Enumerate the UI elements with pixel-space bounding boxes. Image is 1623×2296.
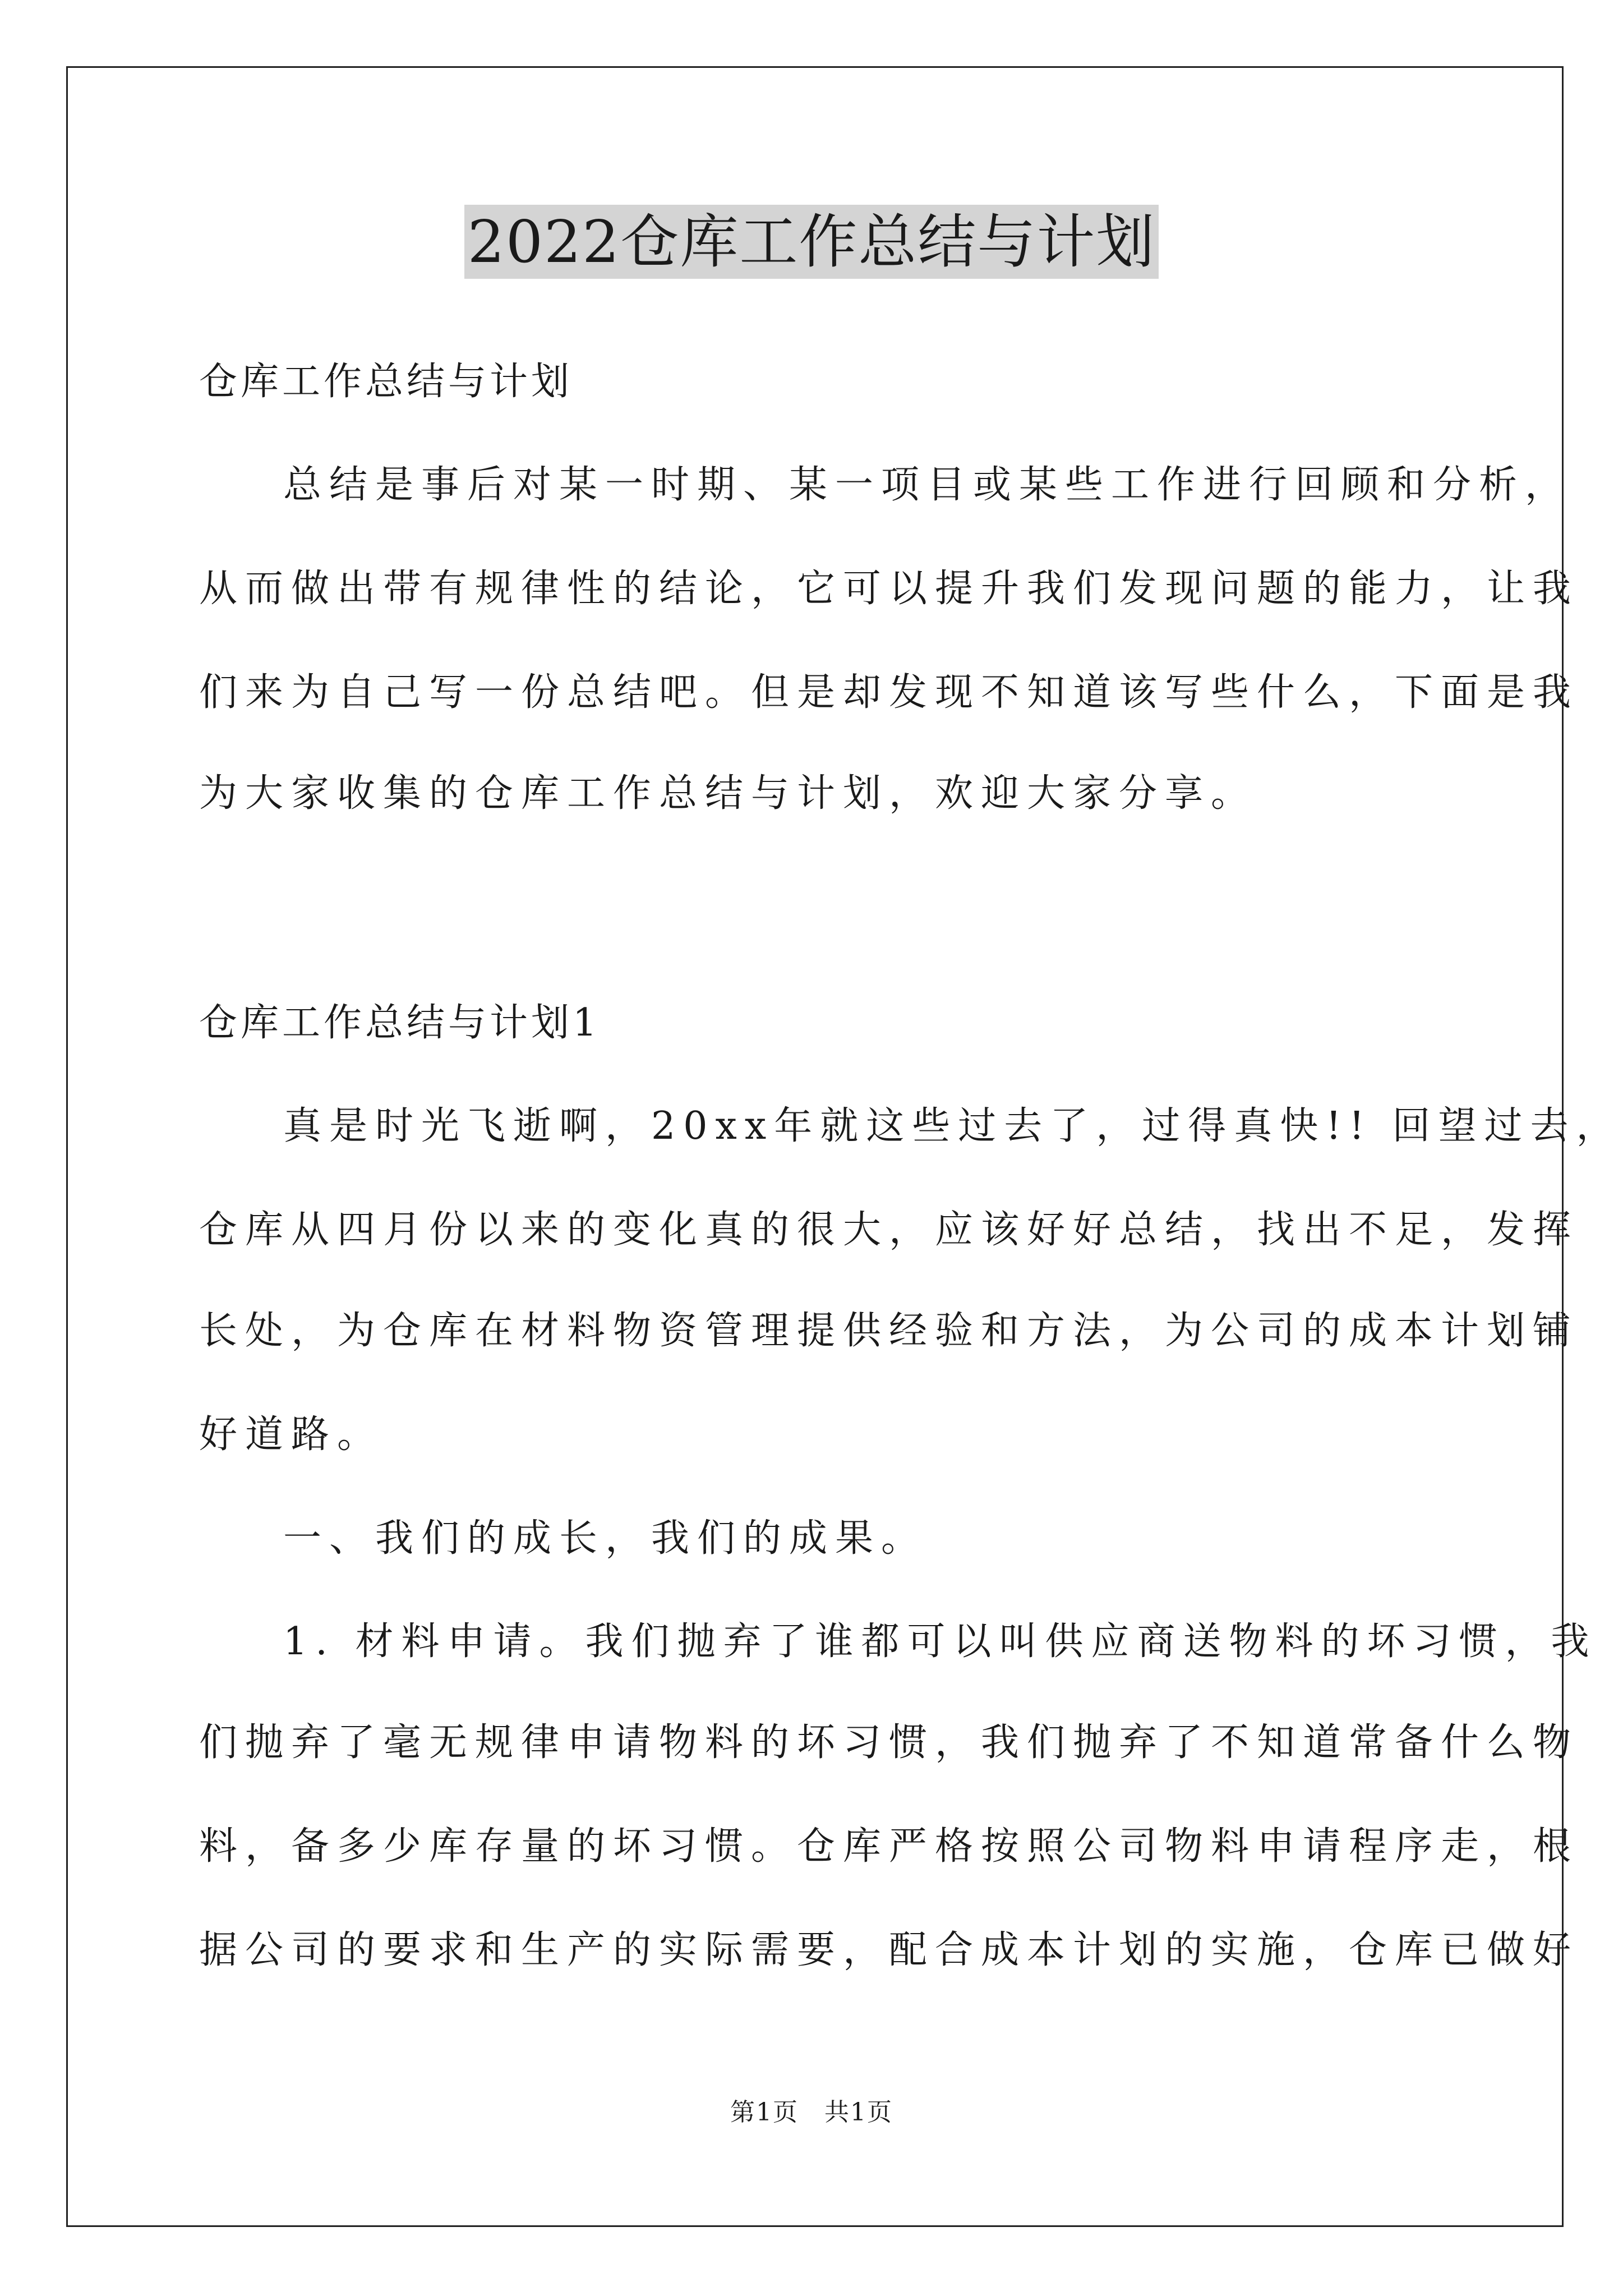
- paragraph-line: 从而做出带有规律性的结论，它可以提升我们发现问题的能力，让我: [199, 567, 1579, 611]
- section-heading: 仓库工作总结与计划: [199, 360, 573, 404]
- paragraph-line: 们抛弃了毫无规律申请物料的坏习惯，我们抛弃了不知道常备什么物: [199, 1720, 1579, 1765]
- paragraph-line: 仓库从四月份以来的变化真的很大，应该好好总结，找出不足，发挥: [199, 1208, 1579, 1252]
- paragraph-line: 料，备多少库存量的坏习惯。仓库严格按照公司物料申请程序走，根: [199, 1824, 1579, 1869]
- title-container: [0, 205, 1623, 279]
- paragraph-line: 1. 材料申请。我们抛弃了谁都可以叫供应商送物料的坏习惯，我: [283, 1619, 1597, 1664]
- paragraph-line: 一、我们的成长，我们的成果。: [283, 1516, 928, 1561]
- page-number-footer: 第1页 共1页: [730, 2098, 893, 2127]
- document-title: 2022仓库工作总结与计划: [464, 205, 1159, 279]
- paragraph-line: 为大家收集的仓库工作总结与计划，欢迎大家分享。: [199, 771, 1257, 816]
- paragraph-line: 长处，为仓库在材料物资管理提供经验和方法，为公司的成本计划铺: [199, 1309, 1579, 1353]
- section-heading: 仓库工作总结与计划1: [199, 1001, 601, 1045]
- paragraph-line: 真是时光飞逝啊，20xx年就这些过去了，过得真快!! 回望过去，: [283, 1104, 1622, 1148]
- paragraph-line: 据公司的要求和生产的实际需要，配合成本计划的实施，仓库已做好: [199, 1928, 1579, 1972]
- paragraph-line: 们来为自己写一份总结吧。但是却发现不知道该写些什么，下面是我: [199, 670, 1579, 715]
- paragraph-line: 好道路。: [199, 1412, 384, 1457]
- paragraph-line: 总结是事后对某一时期、某一项目或某些工作进行回顾和分析，: [283, 463, 1571, 507]
